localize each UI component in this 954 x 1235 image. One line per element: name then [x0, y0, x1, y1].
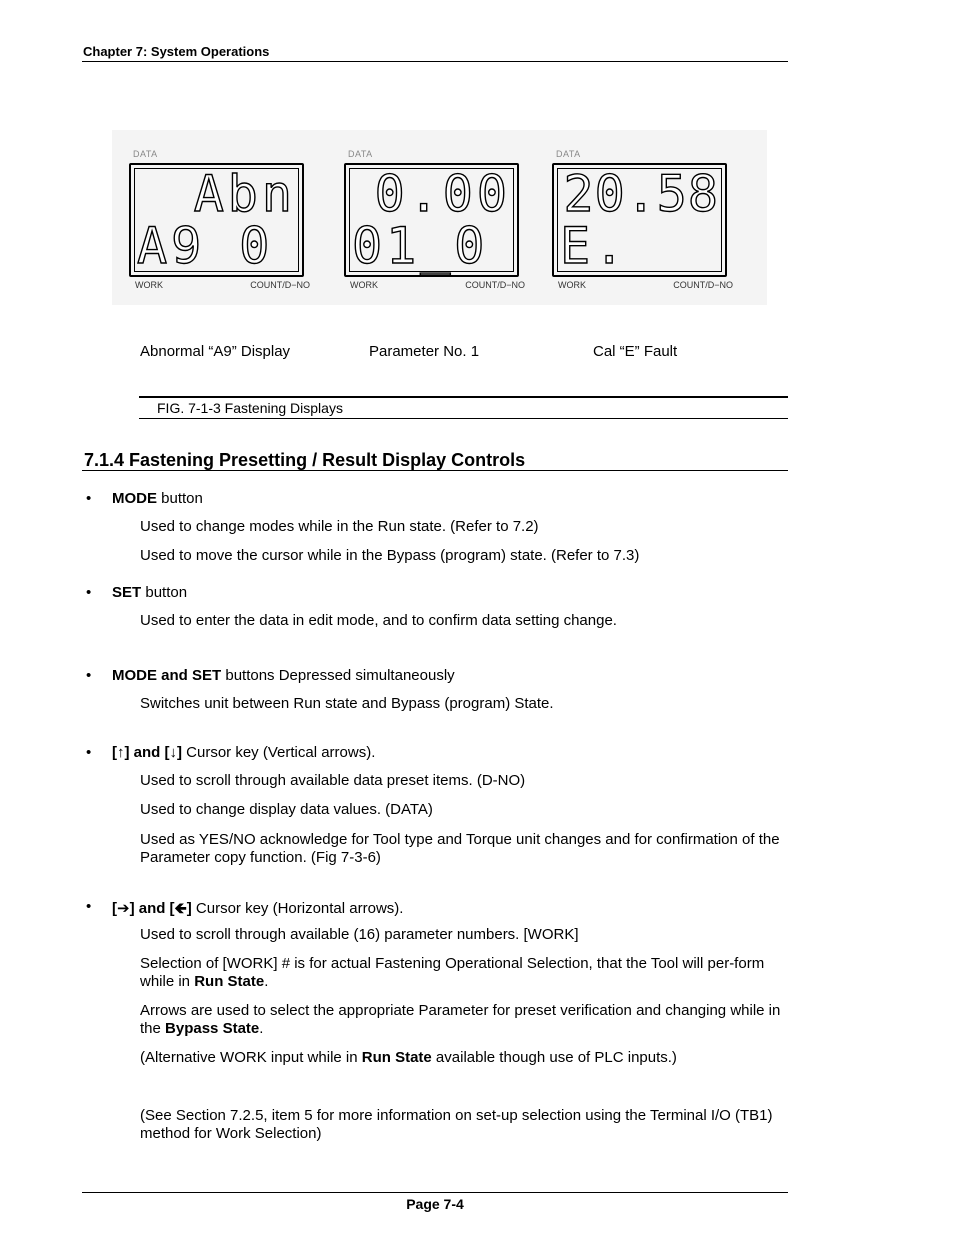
item-mode-set-heading [112, 667, 455, 684]
text-bold: Bypass State [165, 1020, 260, 1037]
lcd-line-2: A9 0 [137, 217, 274, 275]
paragraph: Used to change modes while in the Run state. (Refer to 7.2) [140, 518, 539, 535]
lcd-line-2: 01_0 [352, 217, 489, 275]
item-mode-heading [112, 490, 203, 507]
item-bold: MODE [112, 490, 157, 507]
display-count-label: COUNT/D−NO [250, 280, 310, 290]
chapter-header: Chapter 7: System Operations [83, 44, 270, 59]
item-rest: buttons Depressed simultaneously [221, 667, 455, 684]
display-work-label: WORK [135, 280, 163, 290]
text: Arrows are used to select the appropriate Parameter for preset verification and changing while in the [140, 1002, 781, 1037]
lcd-frame [552, 163, 727, 277]
caption-cal-fault: Cal “E” Fault [593, 343, 678, 360]
paragraph: Switches unit between Run state and Bypass (program) State. [140, 695, 554, 712]
bullet: • [86, 490, 92, 507]
lcd-line-2: E. [560, 217, 629, 275]
lcd-frame [344, 163, 519, 277]
lcd-line-1: 0.00 [374, 165, 511, 223]
bullet: • [86, 744, 92, 761]
display-data-label: DATA [556, 149, 581, 159]
paragraph: Used to enter the data in edit mode, and to confirm data setting change. [140, 612, 617, 629]
lcd-line-1: Abn [193, 165, 296, 223]
paragraph: Used to change display data values. (DATA) [140, 801, 433, 818]
paragraph: (See Section 7.2.5, item 5 for more information on set-up selection using the Terminal I/O (TB1) method for Work Selection) [140, 1107, 773, 1142]
figure-title-rule-bottom [139, 418, 788, 419]
footer-divider [82, 1192, 788, 1193]
display-count-label: COUNT/D−NO [465, 280, 525, 290]
figure-title: FIG. 7-1-3 Fastening Displays [157, 400, 343, 416]
item-set-heading [112, 584, 187, 601]
item-bold: [↑] and [↓] [112, 744, 182, 761]
bullet: • [86, 898, 92, 915]
text-bold: Run State [361, 1049, 432, 1066]
display-cal-fault [552, 147, 737, 295]
page-number: Page 7-4 [406, 1196, 464, 1212]
display-data-label: DATA [348, 149, 373, 159]
text: (Alternative WORK input while in [140, 1049, 362, 1066]
bullet: • [86, 667, 92, 684]
display-data-label: DATA [133, 149, 158, 159]
header-divider [82, 61, 788, 62]
item-rest: button [141, 584, 188, 601]
text: . [259, 1020, 264, 1037]
display-work-label: WORK [350, 280, 378, 290]
section-title: 7.1.4 Fastening Presetting / Result Display Controls [84, 450, 526, 470]
text: Selection of [WORK] # is for actual Fastening Operational Selection, that the Tool will per-form while in [140, 955, 765, 990]
display-work-label: WORK [558, 280, 586, 290]
figure-title-rule-top [139, 396, 788, 398]
item-rest: button [157, 490, 203, 507]
paragraph [140, 1002, 788, 1038]
lcd-frame [129, 163, 304, 277]
item-vertical-arrows-heading [112, 744, 375, 761]
item-bold: SET [112, 584, 142, 601]
text: available though use of PLC inputs.) [431, 1049, 677, 1066]
item-bold: MODE and SET [112, 667, 222, 684]
bullet: • [86, 584, 92, 601]
paragraph [140, 1049, 788, 1067]
display-parameter [344, 147, 529, 295]
text: . [264, 973, 269, 990]
caption-parameter: Parameter No. 1 [369, 343, 480, 360]
item-bold: [➔] and [🡸] [112, 900, 192, 917]
paragraph: Used to scroll through available (16) parameter numbers. [WORK] [140, 926, 579, 943]
lcd-line-1: 20.58 [563, 165, 719, 223]
paragraph [140, 955, 788, 991]
paragraph: Used to move the cursor while in the Bypass (program) state. (Refer to 7.3) [140, 547, 640, 564]
display-count-label: COUNT/D−NO [673, 280, 733, 290]
item-rest: Cursor key (Vertical arrows). [181, 744, 376, 761]
item-rest: Cursor key (Horizontal arrows). [191, 900, 404, 917]
section-divider [82, 470, 788, 471]
text-bold: Run State [194, 973, 265, 990]
paragraph: Used as YES/NO acknowledge for Tool type and Torque unit changes and for confirmation of the Parameter copy function. (Fig 7-3-6) [140, 831, 780, 866]
display-abnormal [129, 147, 314, 295]
item-horizontal-arrows-heading [112, 898, 403, 923]
caption-abnormal: Abnormal “A9” Display [140, 343, 291, 360]
paragraph: Used to scroll through available data preset items. (D-NO) [140, 772, 526, 789]
